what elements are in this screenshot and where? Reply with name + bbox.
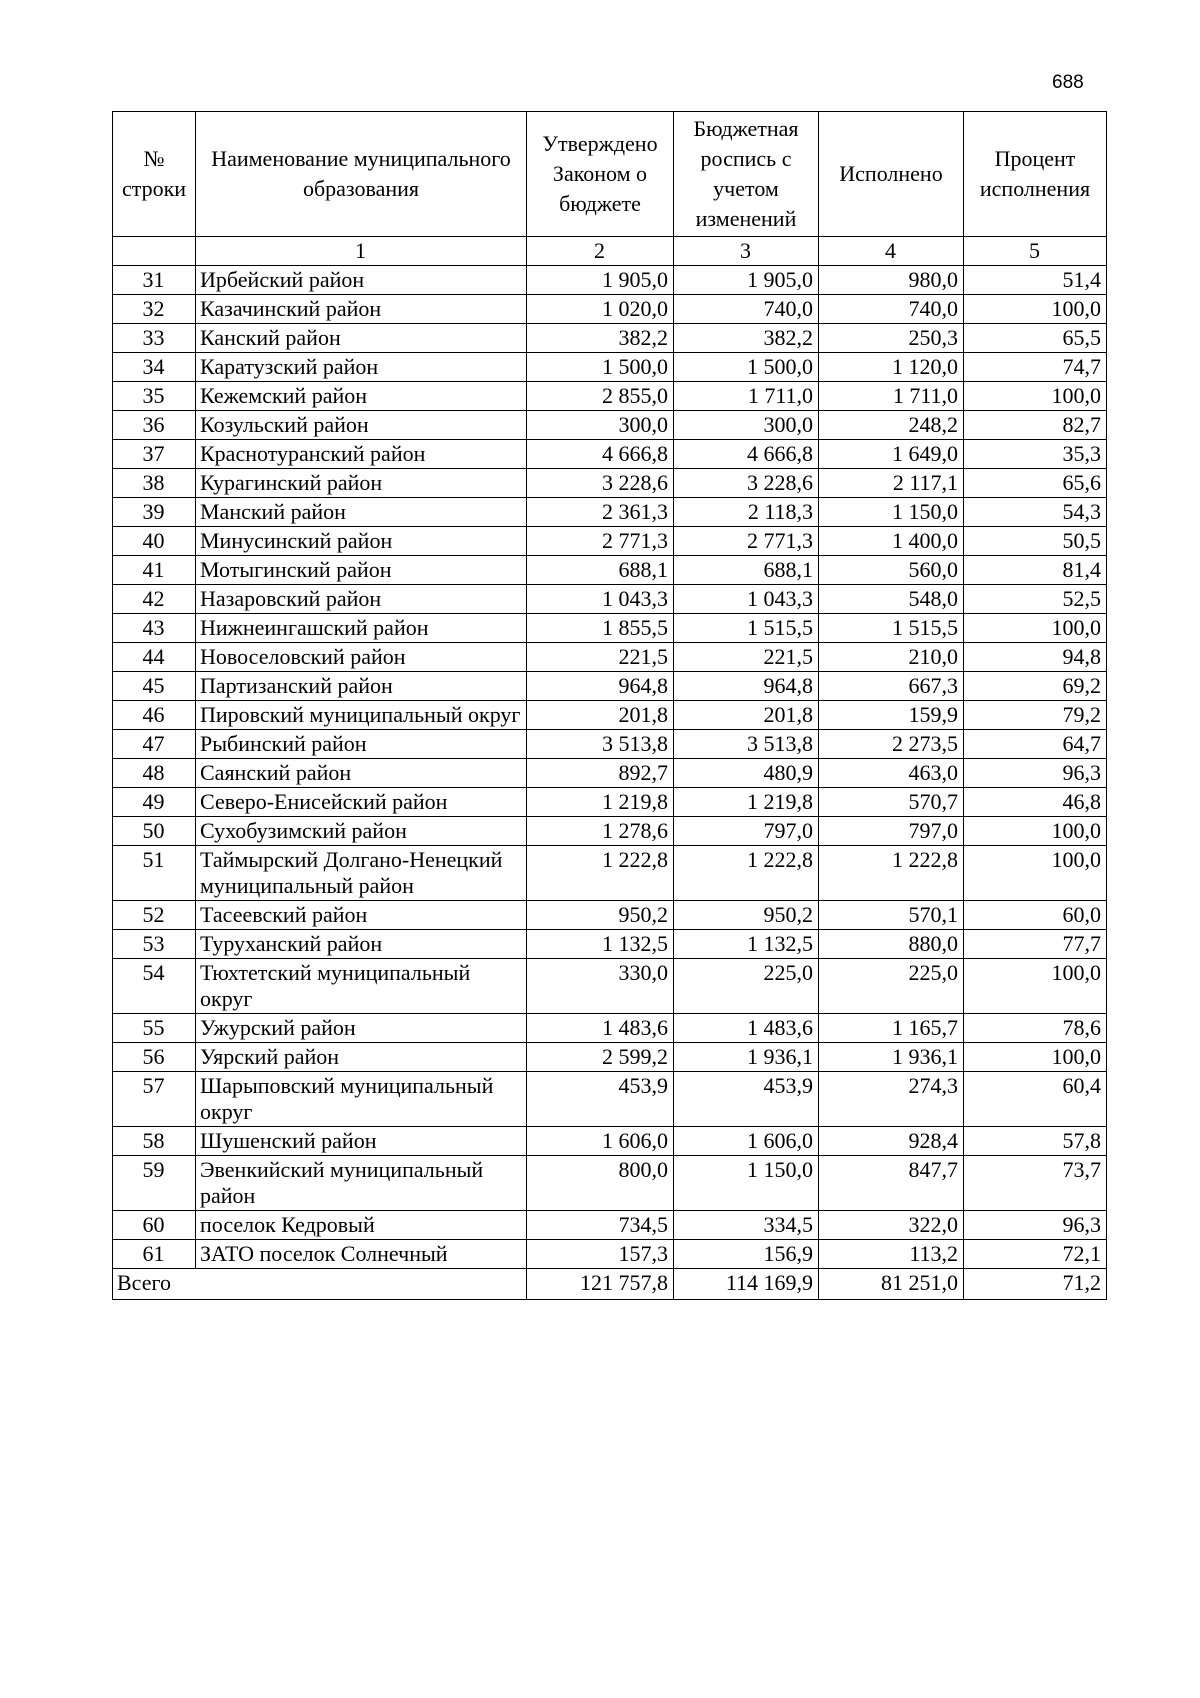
row-number: 53 [113, 930, 196, 959]
table-row [113, 1014, 1107, 1043]
budget-list-amount: 1 936,1 [674, 1043, 819, 1072]
column-number: 1 [196, 237, 527, 266]
approved-amount: 1 606,0 [527, 1127, 674, 1156]
table-row [113, 759, 1107, 788]
row-number: 61 [113, 1240, 196, 1269]
executed-amount: 225,0 [819, 959, 964, 1014]
row-number: 44 [113, 643, 196, 672]
approved-amount: 3 513,8 [527, 730, 674, 759]
execution-percent: 96,3 [964, 759, 1107, 788]
municipality-name: Ужурский район [196, 1014, 527, 1043]
budget-list-amount: 1 222,8 [674, 846, 819, 901]
table-row [113, 614, 1107, 643]
column-number: 4 [819, 237, 964, 266]
approved-amount: 201,8 [527, 701, 674, 730]
budget-execution-table [112, 111, 1107, 1300]
row-number: 47 [113, 730, 196, 759]
row-number: 45 [113, 672, 196, 701]
row-number: 43 [113, 614, 196, 643]
table-row [113, 1127, 1107, 1156]
executed-amount: 463,0 [819, 759, 964, 788]
approved-amount: 4 666,8 [527, 440, 674, 469]
execution-percent: 60,0 [964, 901, 1107, 930]
row-number: 39 [113, 498, 196, 527]
approved-amount: 2 599,2 [527, 1043, 674, 1072]
table-row [113, 1156, 1107, 1211]
budget-list-amount: 480,9 [674, 759, 819, 788]
budget-list-amount: 1 483,6 [674, 1014, 819, 1043]
approved-amount: 1 020,0 [527, 295, 674, 324]
executed-amount: 570,1 [819, 901, 964, 930]
municipality-name: Нижнеингашский район [196, 614, 527, 643]
table-row [113, 701, 1107, 730]
executed-amount: 250,3 [819, 324, 964, 353]
table-row [113, 1043, 1107, 1072]
budget-list-amount: 740,0 [674, 295, 819, 324]
executed-amount: 667,3 [819, 672, 964, 701]
row-number: 46 [113, 701, 196, 730]
table-row [113, 266, 1107, 295]
total-row [113, 1269, 1107, 1300]
execution-percent: 81,4 [964, 556, 1107, 585]
row-number: 38 [113, 469, 196, 498]
municipality-name: Туруханский район [196, 930, 527, 959]
header-row [113, 112, 1107, 237]
total-approved: 121 757,8 [527, 1269, 674, 1300]
budget-list-amount: 225,0 [674, 959, 819, 1014]
municipality-name: Тюхтетский муниципальный округ [196, 959, 527, 1014]
row-number: 60 [113, 1211, 196, 1240]
budget-list-amount: 1 500,0 [674, 353, 819, 382]
row-number: 58 [113, 1127, 196, 1156]
municipality-name: Козульский район [196, 411, 527, 440]
row-number: 32 [113, 295, 196, 324]
executed-amount: 274,3 [819, 1072, 964, 1127]
budget-list-amount: 2 771,3 [674, 527, 819, 556]
approved-amount: 1 278,6 [527, 817, 674, 846]
row-number: 41 [113, 556, 196, 585]
row-number: 34 [113, 353, 196, 382]
table-row [113, 901, 1107, 930]
header-executed: Исполнено [819, 112, 964, 237]
execution-percent: 50,5 [964, 527, 1107, 556]
table-row [113, 498, 1107, 527]
table-row [113, 817, 1107, 846]
municipality-name: Канский район [196, 324, 527, 353]
table-row [113, 643, 1107, 672]
municipality-name: Каратузский район [196, 353, 527, 382]
execution-percent: 72,1 [964, 1240, 1107, 1269]
executed-amount: 210,0 [819, 643, 964, 672]
approved-amount: 1 500,0 [527, 353, 674, 382]
approved-amount: 1 483,6 [527, 1014, 674, 1043]
executed-amount: 560,0 [819, 556, 964, 585]
row-number: 33 [113, 324, 196, 353]
approved-amount: 1 043,3 [527, 585, 674, 614]
budget-list-amount: 2 118,3 [674, 498, 819, 527]
execution-percent: 65,6 [964, 469, 1107, 498]
execution-percent: 57,8 [964, 1127, 1107, 1156]
header-municipality-name: Наименование муниципального образования [196, 112, 527, 237]
executed-amount: 1 165,7 [819, 1014, 964, 1043]
executed-amount: 880,0 [819, 930, 964, 959]
row-number: 55 [113, 1014, 196, 1043]
municipality-name: Саянский район [196, 759, 527, 788]
municipality-name: Северо-Енисейский район [196, 788, 527, 817]
row-number: 36 [113, 411, 196, 440]
execution-percent: 77,7 [964, 930, 1107, 959]
header-row-number: № строки [113, 112, 196, 237]
approved-amount: 300,0 [527, 411, 674, 440]
executed-amount: 548,0 [819, 585, 964, 614]
municipality-name: Курагинский район [196, 469, 527, 498]
table-row [113, 556, 1107, 585]
execution-percent: 82,7 [964, 411, 1107, 440]
row-number: 42 [113, 585, 196, 614]
execution-percent: 46,8 [964, 788, 1107, 817]
executed-amount: 570,7 [819, 788, 964, 817]
execution-percent: 100,0 [964, 295, 1107, 324]
approved-amount: 1 222,8 [527, 846, 674, 901]
column-number [113, 237, 196, 266]
municipality-name: Кежемский район [196, 382, 527, 411]
table-row [113, 788, 1107, 817]
executed-amount: 113,2 [819, 1240, 964, 1269]
execution-percent: 96,3 [964, 1211, 1107, 1240]
execution-percent: 64,7 [964, 730, 1107, 759]
executed-amount: 740,0 [819, 295, 964, 324]
table-row [113, 382, 1107, 411]
execution-percent: 73,7 [964, 1156, 1107, 1211]
municipality-name: Шушенский район [196, 1127, 527, 1156]
execution-percent: 69,2 [964, 672, 1107, 701]
column-number: 5 [964, 237, 1107, 266]
municipality-name: Партизанский район [196, 672, 527, 701]
budget-list-amount: 797,0 [674, 817, 819, 846]
municipality-name: Назаровский район [196, 585, 527, 614]
execution-percent: 52,5 [964, 585, 1107, 614]
budget-list-amount: 382,2 [674, 324, 819, 353]
execution-percent: 35,3 [964, 440, 1107, 469]
column-number: 2 [527, 237, 674, 266]
executed-amount: 797,0 [819, 817, 964, 846]
execution-percent: 74,7 [964, 353, 1107, 382]
municipality-name: Шарыповский муниципальный округ [196, 1072, 527, 1127]
table-row [113, 324, 1107, 353]
budget-list-amount: 950,2 [674, 901, 819, 930]
approved-amount: 453,9 [527, 1072, 674, 1127]
municipality-name: Манский район [196, 498, 527, 527]
row-number: 40 [113, 527, 196, 556]
table-row [113, 672, 1107, 701]
row-number: 57 [113, 1072, 196, 1127]
header-percent: Процент исполнения [964, 112, 1107, 237]
approved-amount: 1 905,0 [527, 266, 674, 295]
approved-amount: 2 855,0 [527, 382, 674, 411]
budget-list-amount: 334,5 [674, 1211, 819, 1240]
table-row [113, 353, 1107, 382]
approved-amount: 1 132,5 [527, 930, 674, 959]
total-percent: 71,2 [964, 1269, 1107, 1300]
column-number-row [113, 237, 1107, 266]
municipality-name: Мотыгинский район [196, 556, 527, 585]
row-number: 50 [113, 817, 196, 846]
row-number: 49 [113, 788, 196, 817]
approved-amount: 1 855,5 [527, 614, 674, 643]
table-row [113, 411, 1107, 440]
municipality-name: Новоселовский район [196, 643, 527, 672]
execution-percent: 100,0 [964, 614, 1107, 643]
approved-amount: 950,2 [527, 901, 674, 930]
table-row [113, 730, 1107, 759]
table-row [113, 930, 1107, 959]
municipality-name: Сухобузимский район [196, 817, 527, 846]
executed-amount: 980,0 [819, 266, 964, 295]
table-row [113, 846, 1107, 901]
approved-amount: 3 228,6 [527, 469, 674, 498]
executed-amount: 1 222,8 [819, 846, 964, 901]
table-row [113, 469, 1107, 498]
executed-amount: 1 711,0 [819, 382, 964, 411]
municipality-name: Тасеевский район [196, 901, 527, 930]
budget-list-amount: 1 606,0 [674, 1127, 819, 1156]
budget-list-amount: 688,1 [674, 556, 819, 585]
execution-percent: 78,6 [964, 1014, 1107, 1043]
row-number: 37 [113, 440, 196, 469]
budget-list-amount: 1 905,0 [674, 266, 819, 295]
approved-amount: 221,5 [527, 643, 674, 672]
executed-amount: 1 515,5 [819, 614, 964, 643]
municipality-name: Пировский муниципальный округ [196, 701, 527, 730]
approved-amount: 2 771,3 [527, 527, 674, 556]
execution-percent: 60,4 [964, 1072, 1107, 1127]
execution-percent: 94,8 [964, 643, 1107, 672]
table-row [113, 1240, 1107, 1269]
execution-percent: 51,4 [964, 266, 1107, 295]
execution-percent: 100,0 [964, 959, 1107, 1014]
execution-percent: 100,0 [964, 846, 1107, 901]
execution-percent: 100,0 [964, 382, 1107, 411]
approved-amount: 330,0 [527, 959, 674, 1014]
table-row [113, 527, 1107, 556]
table-row [113, 295, 1107, 324]
table-row [113, 959, 1107, 1014]
row-number: 56 [113, 1043, 196, 1072]
municipality-name: Краснотуранский район [196, 440, 527, 469]
total-label: Всего [113, 1269, 527, 1300]
executed-amount: 2 273,5 [819, 730, 964, 759]
row-number: 52 [113, 901, 196, 930]
header-budget-list: Бюджетная роспись с учетом изменений [674, 112, 819, 237]
budget-list-amount: 300,0 [674, 411, 819, 440]
row-number: 54 [113, 959, 196, 1014]
executed-amount: 928,4 [819, 1127, 964, 1156]
executed-amount: 1 150,0 [819, 498, 964, 527]
table-row [113, 1072, 1107, 1127]
budget-list-amount: 1 515,5 [674, 614, 819, 643]
row-number: 59 [113, 1156, 196, 1211]
municipality-name: Минусинский район [196, 527, 527, 556]
row-number: 31 [113, 266, 196, 295]
execution-percent: 79,2 [964, 701, 1107, 730]
approved-amount: 688,1 [527, 556, 674, 585]
budget-list-amount: 1 711,0 [674, 382, 819, 411]
budget-list-amount: 453,9 [674, 1072, 819, 1127]
approved-amount: 892,7 [527, 759, 674, 788]
budget-list-amount: 221,5 [674, 643, 819, 672]
municipality-name: Таймырский Долгано-Ненецкий муниципальный район [196, 846, 527, 901]
municipality-name: Ирбейский район [196, 266, 527, 295]
budget-list-amount: 964,8 [674, 672, 819, 701]
page-number: 688 [1052, 72, 1084, 93]
municipality-name: Казачинский район [196, 295, 527, 324]
municipality-name: поселок Кедровый [196, 1211, 527, 1240]
executed-amount: 1 649,0 [819, 440, 964, 469]
total-budget: 114 169,9 [674, 1269, 819, 1300]
execution-percent: 65,5 [964, 324, 1107, 353]
approved-amount: 1 219,8 [527, 788, 674, 817]
municipality-name: Уярский район [196, 1043, 527, 1072]
row-number: 48 [113, 759, 196, 788]
approved-amount: 382,2 [527, 324, 674, 353]
executed-amount: 2 117,1 [819, 469, 964, 498]
executed-amount: 159,9 [819, 701, 964, 730]
approved-amount: 964,8 [527, 672, 674, 701]
execution-percent: 54,3 [964, 498, 1107, 527]
executed-amount: 248,2 [819, 411, 964, 440]
header-approved: Утверждено Законом о бюджете [527, 112, 674, 237]
budget-list-amount: 201,8 [674, 701, 819, 730]
municipality-name: Эвенкийский муниципальный район [196, 1156, 527, 1211]
executed-amount: 1 400,0 [819, 527, 964, 556]
executed-amount: 1 936,1 [819, 1043, 964, 1072]
budget-list-amount: 1 132,5 [674, 930, 819, 959]
budget-list-amount: 1 219,8 [674, 788, 819, 817]
approved-amount: 2 361,3 [527, 498, 674, 527]
budget-list-amount: 4 666,8 [674, 440, 819, 469]
budget-list-amount: 1 150,0 [674, 1156, 819, 1211]
municipality-name: ЗАТО поселок Солнечный [196, 1240, 527, 1269]
table-row [113, 1211, 1107, 1240]
municipality-name: Рыбинский район [196, 730, 527, 759]
budget-list-amount: 1 043,3 [674, 585, 819, 614]
budget-list-amount: 3 228,6 [674, 469, 819, 498]
row-number: 51 [113, 846, 196, 901]
executed-amount: 847,7 [819, 1156, 964, 1211]
table-row [113, 440, 1107, 469]
column-number: 3 [674, 237, 819, 266]
total-executed: 81 251,0 [819, 1269, 964, 1300]
approved-amount: 157,3 [527, 1240, 674, 1269]
execution-percent: 100,0 [964, 817, 1107, 846]
budget-list-amount: 156,9 [674, 1240, 819, 1269]
approved-amount: 734,5 [527, 1211, 674, 1240]
table-row [113, 585, 1107, 614]
row-number: 35 [113, 382, 196, 411]
executed-amount: 1 120,0 [819, 353, 964, 382]
executed-amount: 322,0 [819, 1211, 964, 1240]
budget-list-amount: 3 513,8 [674, 730, 819, 759]
approved-amount: 800,0 [527, 1156, 674, 1211]
execution-percent: 100,0 [964, 1043, 1107, 1072]
